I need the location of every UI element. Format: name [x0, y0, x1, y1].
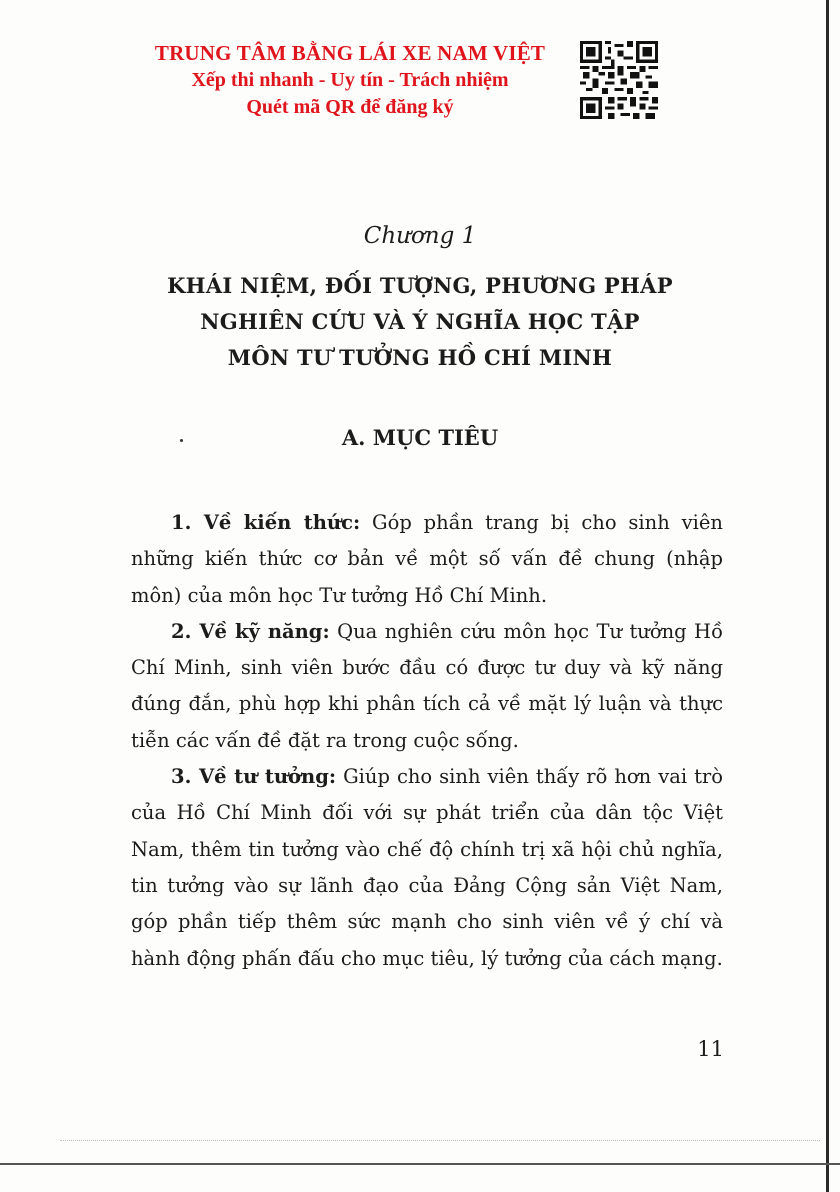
page-edge-dots — [60, 1140, 820, 1141]
advert-banner — [120, 40, 580, 121]
section-heading: A. MỤC TIÊU — [341, 425, 499, 450]
objective-label: 2. Về kỹ năng: — [171, 619, 330, 643]
chapter-title — [120, 268, 720, 376]
chapter-label: Chương 1 — [363, 223, 477, 249]
objective-paragraph — [131, 505, 723, 614]
page-edge-right — [826, 0, 829, 1192]
objective-text: Giúp cho sinh viên thấy rõ hơn vai trò của Hồ Chí Minh đối với sự phát triển của dân tộc Việt Nam, thêm tin tưởng vào chế độ chính trị xã hội chủ nghĩa, tin tưởng vào sự lãnh đạo của Đảng Cộng sản Việt Nam, góp phần tiếp thêm sức mạnh cho sinh viên về ý chí và hành động phấn đấu cho mục tiêu, lý tưởng của cách mạng. — [131, 765, 723, 970]
objective-paragraph — [131, 759, 723, 977]
page-number: 11 — [697, 1037, 724, 1061]
objective-label: 3. Về tư tưởng: — [171, 765, 337, 789]
chapter-title-line: MÔN TƯ TƯỞNG HỒ CHÍ MINH — [227, 345, 613, 370]
qr-code-icon[interactable] — [580, 40, 658, 120]
objective-text: Góp phần trang bị cho sinh viên những kiến thức cơ bản về một số vấn đề chung (nhập môn) của môn học Tư tưởng Hồ Chí Minh. — [131, 511, 723, 607]
objective-paragraph — [131, 614, 723, 759]
chapter-title-line: NGHIÊN CỨU VÀ Ý NGHĨA HỌC TẬP — [200, 309, 640, 334]
banner-title: TRUNG TÂM BẰNG LÁI XE NAM VIỆT — [154, 41, 546, 65]
objectives-body — [131, 505, 723, 977]
objective-text: Qua nghiên cứu môn học Tư tưởng Hồ Chí Minh, sinh viên bước đầu có được tư duy và kỹ năng đúng đắn, phù hợp khi phân tích cả về mặt lý luận và thực tiễn các vấn đề đặt ra trong cuộc sống. — [131, 619, 723, 752]
banner-qr-instruction: Quét mã QR để đăng ký — [246, 96, 454, 118]
page-edge-bottom — [0, 1163, 840, 1165]
banner-slogan: Xếp thi nhanh - Uy tín - Trách nhiệm — [191, 69, 509, 91]
chapter-title-line: KHÁI NIỆM, ĐỐI TƯỢNG, PHƯƠNG PHÁP — [167, 273, 673, 298]
objective-label: 1. Về kiến thức: — [171, 511, 361, 534]
